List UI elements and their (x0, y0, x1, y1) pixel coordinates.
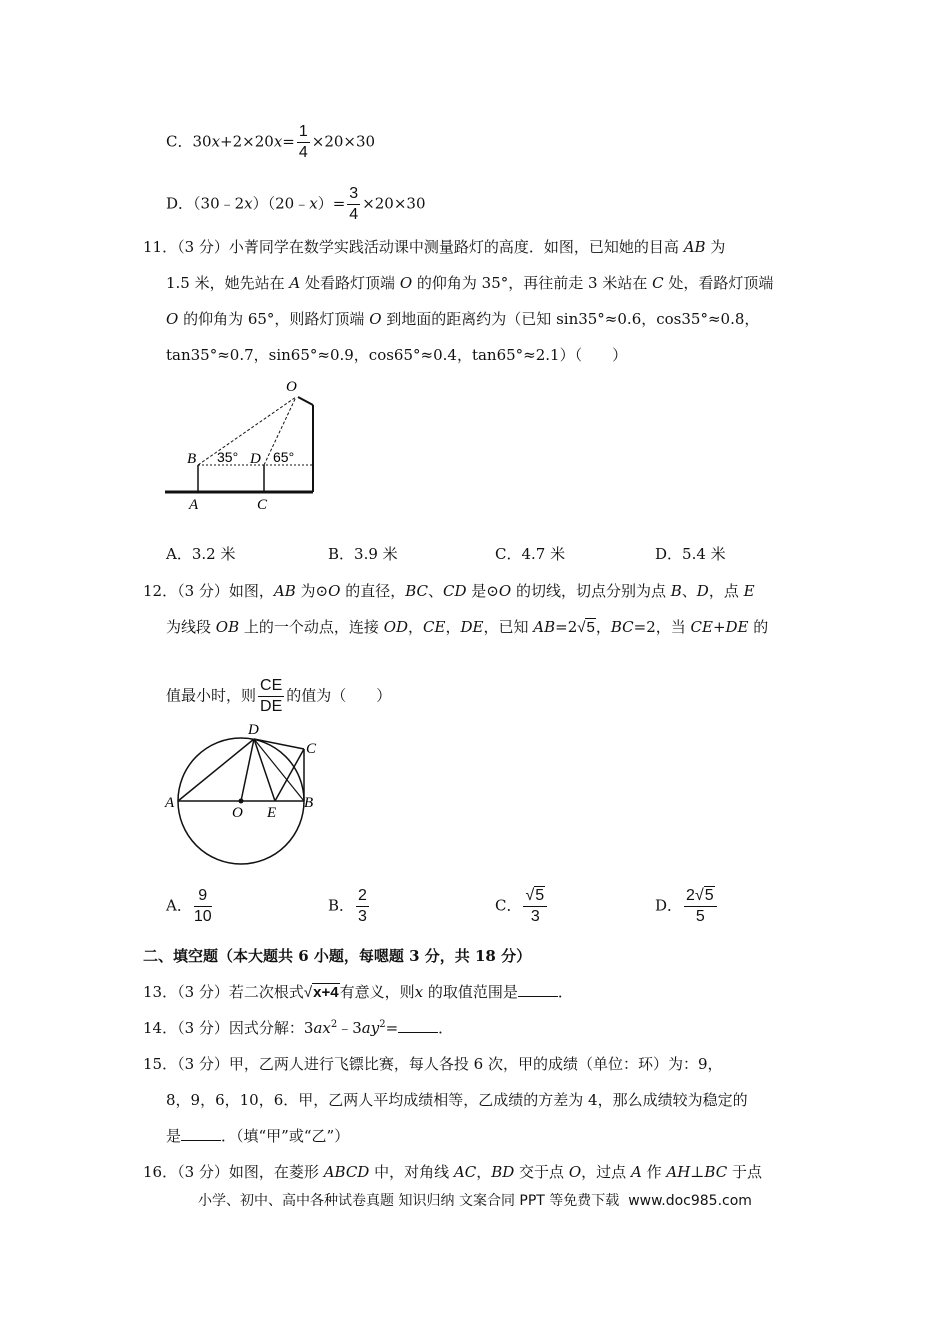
question-number: 11． (143, 238, 178, 256)
q10-option-d: D．（30﹣2x）（20﹣x）= $\frac{3}{4}$ ×20×30 (166, 185, 426, 223)
label-A: A (189, 497, 199, 513)
q12-figure (160, 718, 340, 858)
q12-line-1: 12．（3 分）如图，AB 为⊙O 的直径，BC、CD 是⊙O 的切线，切点分别为点 B、D，点 E (143, 582, 755, 600)
q13: 13．（3 分）若二次根式√x+4有意义，则x 的取值范围是 ． (143, 983, 573, 1001)
q10-option-c: C．30x+2×20x= $\frac{1}{4}$ ×20×30 (166, 123, 376, 161)
question-number: 15． (143, 1055, 178, 1073)
label-C: C (306, 741, 317, 757)
q11-option-d: D．5.4 米 (655, 545, 726, 563)
q11-option-c: C．4.7 米 (495, 545, 566, 563)
answer-blank (518, 982, 558, 997)
q12-option-a: A． $\frac{9}{10}$ (166, 887, 212, 925)
angle-35: 35° (217, 449, 239, 465)
q11-line-1: 11．（3 分）小菁同学在数学实践活动课中测量路灯的高度．如图，已知她的目高 AB 为 (143, 238, 726, 256)
angle-65: 65° (273, 449, 295, 465)
question-number: 13． (143, 983, 178, 1001)
footer-url[interactable]: www.doc985.com (628, 1193, 752, 1209)
q11-option-a: A．3.2 米 (166, 545, 236, 563)
q15-line-3: 是 ．（填“甲”或“乙”） (166, 1127, 350, 1145)
fraction: $\frac{CE}{DE}$ (260, 677, 283, 715)
sqrt: √5 (577, 619, 595, 636)
label-B: B (187, 451, 197, 467)
answer-blank (398, 1018, 438, 1033)
label-C: C (257, 497, 268, 513)
label-E: E (267, 805, 277, 821)
label-O: O (232, 805, 243, 821)
label-A: A (165, 795, 175, 811)
fraction: $\frac{3}{4}$ (349, 185, 359, 223)
sqrt: √x+4 (303, 984, 339, 1001)
question-number: 16． (143, 1163, 178, 1181)
q11-line-4: tan35°≈0.7，sin65°≈0.9，cos65°≈0.4，tan65°≈2.1）（ ） (166, 346, 628, 364)
q15-line-1: 15．（3 分）甲，乙两人进行飞镖比赛，每人各投 6 次，甲的成绩（单位：环）为：9， (143, 1055, 723, 1073)
segment-EC (275, 749, 304, 801)
question-number: 12． (143, 582, 178, 600)
q12-line-3: 值最小时，则 $\frac{CE}{DE}$ 的值为（ ） (166, 677, 392, 715)
section-title: 二、填空题（本大题共 6 小题，每嗯题 3 分，共 18 分） (143, 947, 532, 965)
q12-line-2: 为线段 OB 上的一个动点，连接 OD，CE，DE，已知 AB=2√5，BC=2，当 CE+DE 的 (166, 618, 769, 636)
q11-line-2: 1.5 米，她先站在 A 处看路灯顶端 O 的仰角为 35°，再往前走 3 米站在 C 处，看路灯顶端 (166, 274, 774, 292)
fraction: $\frac{1}{4}$ (298, 123, 308, 161)
label-D: D (248, 722, 259, 738)
q12-option-b: B． $\frac{2}{3}$ (328, 887, 367, 925)
q12-option-d: D． $\frac{2√5}{5}$ (655, 888, 719, 925)
label-D: D (250, 451, 261, 467)
q11-option-b: B．3.9 米 (328, 545, 398, 563)
q12-option-c: C． $\frac{√5}{3}$ (495, 888, 549, 925)
footer (0, 1190, 950, 1210)
question-number: 14． (143, 1019, 178, 1037)
segment-DE (254, 739, 275, 801)
q14: 14．（3 分）因式分解：$3ax^2﹣3ay^2=$ ． (143, 1019, 454, 1037)
q11-line-3: O 的仰角为 65°，则路灯顶端 O 到地面的距离约为（已知 sin35°≈0.6，cos35°≈0.8， (166, 310, 760, 328)
footer-text: 小学、初中、高中各种试卷真题 知识归纳 文案合同 PPT 等免费下载 (198, 1193, 620, 1209)
label-O: O (286, 379, 297, 395)
q11-figure (160, 375, 320, 515)
lamp-arm (298, 397, 313, 405)
label-B: B (304, 795, 314, 811)
q16-line-1: 16．（3 分）如图，在菱形 ABCD 中，对角线 AC，BD 交于点 O，过点 A 作 AH⊥BC 于点 (143, 1163, 762, 1181)
point-O (239, 799, 244, 804)
answer-blank (181, 1126, 221, 1141)
q15-line-2: 8，9，6，10，6．甲，乙两人平均成绩相等，乙成绩的方差为 4，那么成绩较为稳定的 (166, 1091, 748, 1109)
